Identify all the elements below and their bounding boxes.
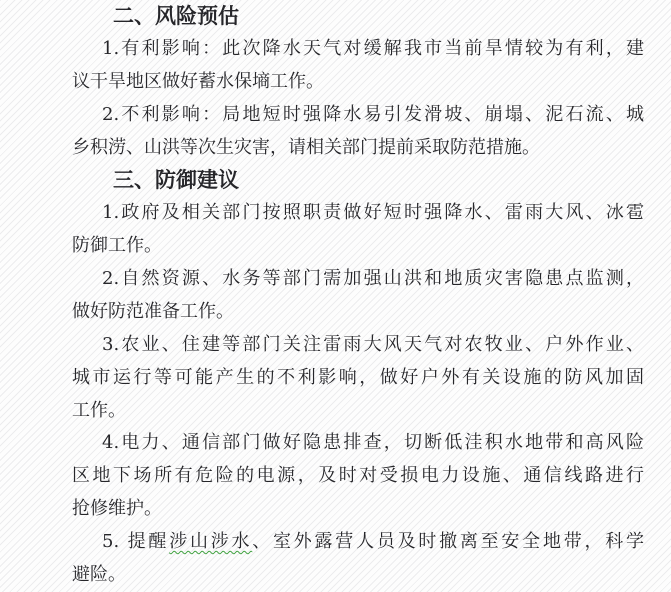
- paragraph-first-line: 2.自然资源、水务等部门需加强山洪和地质灾害隐患点监测，: [102, 268, 644, 289]
- paragraph-first-line: 2.不利影响：局地短时强降水易引发滑坡、崩塌、泥石流、城: [102, 103, 644, 125]
- paragraph-first-line: 3.农业、住建等部门关注雷雨大风天气对农牧业、户外作业、: [102, 333, 644, 355]
- paragraph-last-line: 避险。: [72, 563, 126, 585]
- paragraph-first-line: 5. 提醒涉山涉水、室外露营人员及时撤离至安全地带，科学: [102, 531, 644, 552]
- paragraph-last-line: 防御工作。: [72, 235, 162, 257]
- section-heading: 二、风险预估: [113, 3, 239, 28]
- spellcheck-underline: 涉山涉水: [169, 531, 253, 552]
- paragraph-line: 区地下场所有危险的电源，及时对受损电力设施、通信线路进行: [72, 465, 644, 487]
- paragraph-last-line: 抢修维护。: [72, 498, 162, 520]
- paragraph-first-line: 4.电力、通信部门做好隐患排查，切断低洼积水地带和高风险: [102, 432, 644, 454]
- section-heading: 三、防御建议: [113, 167, 239, 193]
- paragraph-first-line: 1.政府及相关部门按照职责做好短时强降水、雷雨大风、冰雹: [102, 202, 644, 224]
- paragraph-last-line: 乡积涝、山洪等次生灾害，请相关部门提前采取防范措施。: [72, 136, 540, 158]
- paragraph-last-line: 工作。: [72, 399, 126, 421]
- paragraph-last-line: 议干旱地区做好蓄水保墒工作。: [72, 70, 324, 92]
- paragraph-last-line: 做好防范准备工作。: [72, 300, 234, 322]
- paragraph-first-line: 1.有利影响：此次降水天气对缓解我市当前旱情较为有利，建: [102, 37, 644, 59]
- paragraph-line: 城市运行等可能产生的不利影响，做好户外有关设施的防风加固: [72, 366, 644, 388]
